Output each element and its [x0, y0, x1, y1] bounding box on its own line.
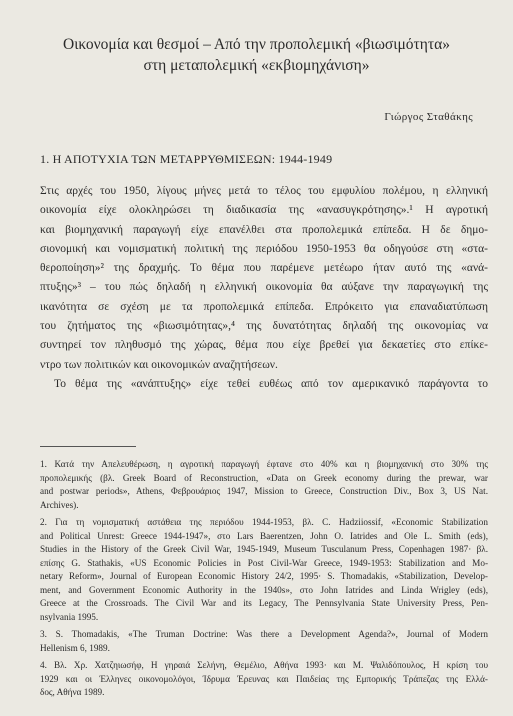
body-line: Στις αρχές του 1950, λίγους μήνες μετά το τέλος του εμφυλίου πολέμου, η ελληνική	[40, 185, 488, 197]
body-line: σιονομική και νομισματική πολιτική της περιόδου 1950-1953 θα οδηγούσε στη «στα-	[40, 242, 488, 255]
footnote-divider	[40, 446, 136, 447]
footnote-2	[40, 516, 488, 624]
footnote-line: Studies in the History of the Greek Civil War, 1945-1949, Museum Tusculanum Press, Copenhagen 1987· βλ.	[40, 544, 488, 554]
body-line: Το θέμα της «ανάπτυξης» είχε τεθεί ευθέως από τον αμερικανικό παράγοντα το	[54, 377, 488, 390]
footnote-line: and Political Unrest: Greece 1944-1947», στο Lars Baerentzen, John O. Iatrides and Ole L. Smith (eds),	[40, 530, 488, 541]
footnote-line: επίσης G. Stathakis, «US Economic Policies in Post Civil-War Greece, 1949-1953: Stabilization and Mo-	[40, 557, 488, 568]
footnote-line: nsylvania 1995.	[40, 611, 99, 622]
body-line: του ζητήματος της «βιωσιμότητας»,⁴ της δυνατότητας δηλαδή της οικονομίας να	[40, 320, 488, 333]
footnote-line: δος, Αθήνα 1989.	[40, 687, 105, 697]
body-text	[40, 182, 488, 394]
footnote-line: 2. Για τη νομισματική αστάθεια της περιόδου 1944-1953, βλ. C. Hadziiossif, «Economic Stabilization	[40, 517, 488, 527]
body-line: και βιομηχανική παραγωγή είχε επανέλθει στα προπολεμικά επίπεδα. Η δε δημο-	[40, 223, 488, 236]
footnote-line: 4. Βλ. Χρ. Χατζηιωσήφ, Η γηραιά Σελήνη, Θεμέλιο, Αθήνα 1993· και Μ. Ψαλιδόπουλος, Η κρίση του	[40, 660, 488, 670]
page-title	[20, 34, 493, 76]
author-name: Γιώργος Σταθάκης	[384, 111, 473, 123]
body-line: πτυξης»³ – του πώς δηλαδή η ελληνική οικονομία θα αύξανε την παραγωγική της	[40, 281, 488, 294]
body-line: ντρο των πολιτικών και οικονομικών αναζητήσεων.	[40, 358, 278, 371]
footnote-line: Greece at the Crossroads. The Civil War and its Legacy, The Pennsylvania State University Press, Pen-	[40, 598, 488, 608]
footnotes	[40, 458, 488, 704]
footnote-line: 1929 και οι Έλληνες οικονομολόγοι, Ίδρυμα Έρευνας και Παιδείας της Εμπορικής Τράπεζας της Ελλά-	[40, 673, 488, 684]
footnote-line: netary Reform», Journal of European Economic History 24/2, 1995· S. Thomadakis, «Stabilization, Develop-	[40, 571, 488, 581]
footnote-line: Hellenism 6, 1989.	[40, 642, 110, 653]
title-line-1: Οικονομία και θεσμοί – Από την προπολεμική «βιωσιμότητα»	[63, 36, 450, 53]
footnote-line: 3. S. Thomadakis, «The Truman Doctrine: Was there a Development Agenda?», Journal of Modern	[40, 629, 488, 639]
body-line: ικανότητα σε σχέση με τα προπολεμικά επίπεδα. Επρόκειτο για επαναδιατύπωση	[40, 300, 488, 313]
section-heading: 1. Η ΑΠΟΤΥΧΙΑ ΤΩΝ ΜΕΤΑΡΡΥΘΜΙΣΕΩΝ: 1944-1949	[40, 152, 333, 166]
footnote-line: ment, and Government Economic Authority in the 1940s», στο John Iatrides and Linda Wrigley (eds),	[40, 584, 488, 595]
footnote-3	[40, 628, 488, 655]
body-line: θεροποίηση»² της δραχμής. Το θέμα που παρέμενε μετέωρο ήταν αυτό της «ανά-	[40, 262, 488, 275]
footnote-4	[40, 659, 488, 700]
footnote-line: 1. Κατά την Απελευθέρωση, η αγροτική παραγωγή έφτανε στο 40% και η βιομηχανική στο 30% της	[40, 459, 488, 469]
title-line-2: στη μεταπολεμική «εκβιομηχάνιση»	[143, 57, 370, 74]
body-line: συντηρεί τον πληθυσμό της χώρας, θέμα που είχε βρεθεί για δεκαετίες στο επίκε-	[40, 339, 488, 352]
footnote-1	[40, 458, 488, 512]
body-line: οικονομία είχε ολοκληρώσει τη διαδικασία της «ανασυγκρότησης».¹ Η αγροτική	[40, 204, 488, 217]
footnote-line: Archives).	[40, 499, 79, 510]
footnote-line: προπολεμικής (βλ. Greek Board of Reconstruction, «Data on Greek economy during the prewar, war	[40, 472, 488, 483]
footnote-line: and postwar periods», Athens, Φεβρουάριος 1947, Mission to Greece, Construction Div., Box 3, US Nat.	[40, 486, 488, 496]
